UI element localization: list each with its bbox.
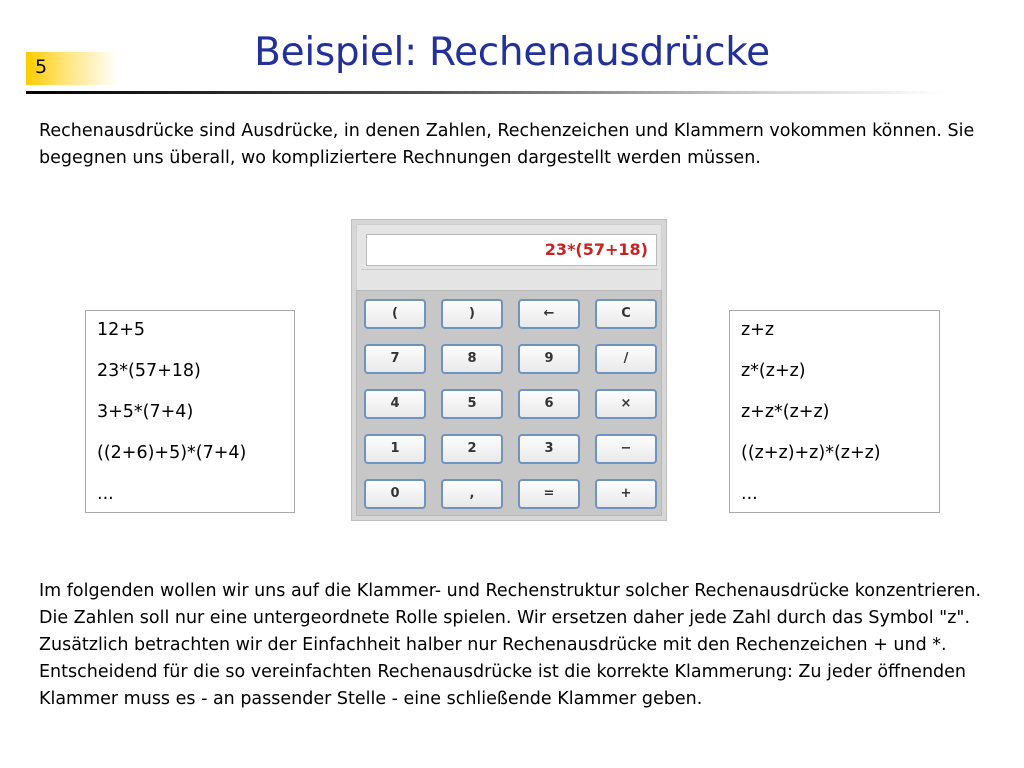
list-item: 23*(57+18)	[97, 361, 201, 381]
title-divider	[26, 91, 946, 94]
list-item: ...	[97, 484, 114, 504]
key-backspace: ←	[518, 299, 580, 329]
list-item: ...	[741, 484, 758, 504]
key-4: 4	[364, 389, 426, 419]
list-item: 3+5*(7+4)	[97, 402, 194, 422]
key-close-paren: )	[441, 299, 503, 329]
key-8: 8	[441, 344, 503, 374]
list-item: 12+5	[97, 320, 146, 340]
key-comma: ,	[441, 479, 503, 509]
list-item: z*(z+z)	[741, 361, 806, 381]
calculator-display: 23*(57+18)	[366, 234, 657, 266]
symbol-expression-list	[729, 310, 940, 513]
key-plus: +	[595, 479, 657, 509]
list-item: z+z	[741, 320, 775, 340]
list-item: z+z*(z+z)	[741, 402, 830, 422]
slide-title: Beispiel: Rechenausdrücke	[254, 30, 770, 75]
calculator-keypad	[356, 290, 662, 516]
key-multiply: ×	[595, 389, 657, 419]
key-minus: −	[595, 434, 657, 464]
key-2: 2	[441, 434, 503, 464]
list-item: ((2+6)+5)*(7+4)	[97, 443, 247, 463]
key-9: 9	[518, 344, 580, 374]
key-6: 6	[518, 389, 580, 419]
key-5: 5	[441, 389, 503, 419]
calculator-image	[351, 219, 667, 521]
key-1: 1	[364, 434, 426, 464]
key-clear: C	[595, 299, 657, 329]
display-divider	[361, 269, 658, 270]
key-0: 0	[364, 479, 426, 509]
outro-paragraph: Im folgenden wollen wir uns auf die Klammer- und Rechenstruktur solcher Rechenausdrücke konzentrieren. Die Zahlen soll nur eine untergeordnete Rolle spielen. Wir ersetzen daher jede Zahl durch das Symbol "z". Zusätzlich betrachten wir der Einfachheit halber nur Rechenausdrücke mit den Rechenzeichen + und *. Entscheidend für die so vereinfachten Rechenausdrücke ist die korrekte Klammerung: Zu jeder öffnenden Klammer muss es - an passender Stelle - eine schließende Klammer geben.	[39, 581, 982, 709]
key-7: 7	[364, 344, 426, 374]
key-3: 3	[518, 434, 580, 464]
key-open-paren: (	[364, 299, 426, 329]
key-equals: =	[518, 479, 580, 509]
number-expression-list	[85, 310, 295, 513]
key-divide: /	[595, 344, 657, 374]
list-item: ((z+z)+z)*(z+z)	[741, 443, 881, 463]
slide-number: 5	[35, 56, 48, 78]
intro-paragraph: Rechenausdrücke sind Ausdrücke, in denen Zahlen, Rechenzeichen und Klammern vokommen können. Sie begegnen uns überall, wo kompliziertere Rechnungen dargestellt werden müssen.	[39, 121, 975, 168]
